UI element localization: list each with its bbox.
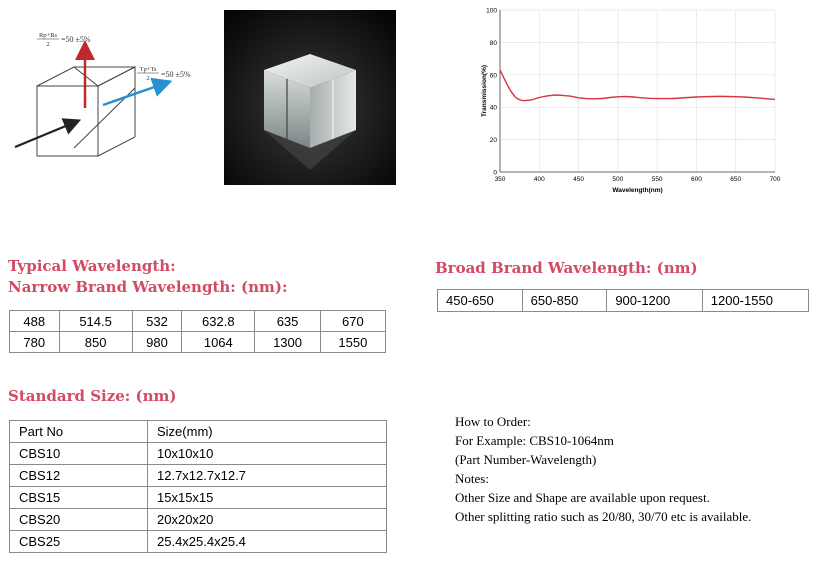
incident-beam-arrow — [15, 123, 73, 147]
table-cell: 1200-1550 — [702, 290, 808, 312]
right-fraction-denominator: 2 — [146, 75, 150, 82]
table-cell: 650-850 — [522, 290, 607, 312]
table-cell: 670 — [320, 311, 385, 332]
table-cell: 488 — [10, 311, 60, 332]
table-row — [10, 531, 387, 553]
x-tick-label: 450 — [573, 176, 585, 183]
part-size: 15x15x15 — [148, 487, 387, 509]
table-cell: 850 — [59, 332, 132, 353]
narrow-band-heading: Narrow Brand Wavelength: (nm): — [8, 278, 288, 296]
table-header-row — [10, 421, 387, 443]
transmitted-beam-arrow — [103, 84, 163, 105]
right-ratio-value: =50 ±5% — [161, 70, 191, 79]
part-number: CBS12 — [10, 465, 148, 487]
table-cell: 980 — [132, 332, 182, 353]
x-tick-label: 550 — [651, 176, 663, 183]
table-row — [10, 487, 387, 509]
order-format: (Part Number-Wavelength) — [455, 452, 597, 467]
broad-band-table — [437, 289, 809, 312]
y-tick-label: 40 — [489, 104, 497, 112]
order-example: For Example: CBS10-1064nm — [455, 433, 614, 448]
typical-wavelength-heading: Typical Wavelength: — [8, 257, 176, 275]
part-size: 10x10x10 — [148, 443, 387, 465]
x-tick-label: 500 — [612, 176, 624, 183]
part-number: CBS10 — [10, 443, 148, 465]
note-splitting-ratio: Other splitting ratio such as 20/80, 30/70 etc is available. — [455, 509, 752, 524]
x-tick-label: 700 — [769, 176, 781, 183]
table-cell: 635 — [255, 311, 320, 332]
table-cell: 900-1200 — [607, 290, 702, 312]
narrow-band-table — [9, 310, 386, 353]
table-cell: 632.8 — [182, 311, 255, 332]
beam-splitter-diagram — [0, 0, 230, 180]
note-size-shape: Other Size and Shape are available upon request. — [455, 490, 710, 505]
table-cell: 1064 — [182, 332, 255, 353]
how-to-order-label: How to Order: — [455, 414, 531, 429]
notes-label: Notes: — [455, 471, 489, 486]
y-tick-label: 0 — [493, 169, 497, 177]
part-size: 12.7x12.7x12.7 — [148, 465, 387, 487]
broad-band-heading: Broad Brand Wavelength: (nm) — [435, 259, 698, 277]
y-tick-label: 80 — [489, 39, 497, 47]
product-photo — [224, 10, 396, 185]
part-size: 25.4x25.4x25.4 — [148, 531, 387, 553]
part-number: CBS20 — [10, 509, 148, 531]
chart-xlabel: Wavelength(nm) — [612, 187, 663, 194]
transmission-chart — [470, 0, 792, 200]
table-row — [10, 443, 387, 465]
table-row — [438, 290, 809, 312]
right-fraction-numerator: Tp+Ts — [139, 66, 157, 73]
table-row — [10, 509, 387, 531]
part-number: CBS25 — [10, 531, 148, 553]
table-cell: 1300 — [255, 332, 320, 353]
y-tick-label: 100 — [486, 7, 497, 15]
header-part-no: Part No — [10, 421, 148, 443]
x-tick-label: 600 — [690, 176, 702, 183]
table-cell: 1550 — [320, 332, 385, 353]
chart-ylabel: Transmission(%) — [481, 64, 488, 118]
part-size: 20x20x20 — [148, 509, 387, 531]
top-ratio-value: =50 ±5% — [61, 35, 91, 44]
x-tick-label: 400 — [533, 176, 545, 183]
header-size: Size(mm) — [148, 421, 387, 443]
table-row — [10, 311, 386, 332]
x-tick-label: 650 — [730, 176, 742, 183]
table-cell: 780 — [10, 332, 60, 353]
x-tick-label: 350 — [494, 176, 506, 183]
table-cell: 514.5 — [59, 311, 132, 332]
y-tick-label: 20 — [489, 137, 497, 145]
top-fraction-denominator: 2 — [46, 41, 50, 48]
order-notes — [455, 412, 751, 526]
standard-size-table — [9, 420, 387, 553]
table-cell: 450-650 — [438, 290, 523, 312]
table-row — [10, 332, 386, 353]
standard-size-heading: Standard Size: (nm) — [8, 387, 177, 405]
top-fraction-numerator: Rp+Rs — [38, 32, 58, 39]
table-cell: 532 — [132, 311, 182, 332]
table-row — [10, 465, 387, 487]
part-number: CBS15 — [10, 487, 148, 509]
y-tick-label: 60 — [489, 72, 497, 80]
